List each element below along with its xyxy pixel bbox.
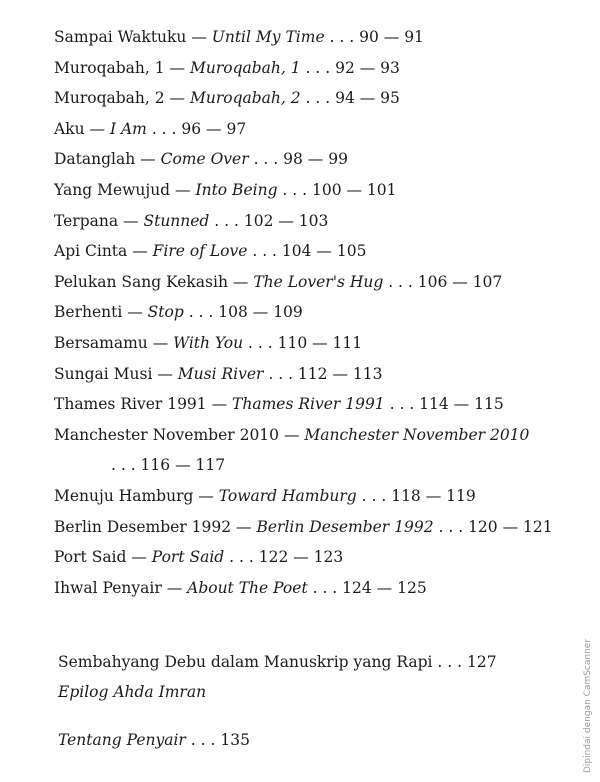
toc-title: Port Said <box>54 548 127 567</box>
toc-english-title: Muroqabah, 2 <box>189 89 301 108</box>
toc-entry <box>54 53 574 84</box>
scanner-watermark-text: Dipindai dengan CamScanner <box>583 638 593 774</box>
toc-english-title: The Lover's Hug <box>253 272 384 291</box>
toc-english-title: Manchester November 2010 <box>304 425 530 444</box>
toc-separator: — <box>122 303 148 322</box>
toc-separator: — <box>152 364 178 383</box>
toc-separator: — <box>161 578 188 597</box>
toc-pages: . . . 120 — 121 <box>433 517 553 536</box>
toc-separator: — <box>164 58 190 77</box>
epilog-subtitle: Epilog Ahda Imran <box>58 683 207 701</box>
toc-english-title: Toward Hamburg <box>218 486 357 505</box>
toc-pages: . . . 106 — 107 <box>383 272 503 291</box>
toc-entry <box>54 542 574 573</box>
toc-separator: — <box>147 333 174 352</box>
toc-title: Pelukan Sang Kekasih <box>54 272 228 291</box>
toc-english-title: About The Poet <box>187 578 308 597</box>
toc-english-title: Muroqabah, 1 <box>189 58 301 77</box>
toc-title: Aku <box>54 119 85 138</box>
toc-pages: . . . 108 — 109 <box>183 303 303 322</box>
toc-english-title: Thames River 1991 <box>232 395 385 414</box>
toc-separator: — <box>118 211 144 230</box>
toc-entry-continuation <box>54 450 574 481</box>
toc-pages: . . . 100 — 101 <box>277 180 397 199</box>
toc-pages: . . . 124 — 125 <box>307 578 427 597</box>
toc-entry <box>54 236 574 267</box>
toc-pages: . . . 98 — 99 <box>248 150 348 169</box>
toc-title: Berhenti <box>54 303 123 322</box>
toc-entry <box>54 481 574 512</box>
toc-pages: . . . 90 — 91 <box>324 28 424 46</box>
toc-title: Yang Mewujud <box>54 180 171 199</box>
toc-pages: . . . 122 — 123 <box>224 548 344 567</box>
toc-pages: . . . 116 — 117 <box>111 456 226 475</box>
toc-separator: — <box>135 150 161 169</box>
toc-title: Muroqabah, 2 <box>54 89 165 108</box>
about-poet-title: Tentang Penyair <box>58 731 186 749</box>
toc-title: Datanglah <box>54 150 136 169</box>
toc-separator: — <box>193 486 219 505</box>
toc-entry <box>54 359 574 390</box>
toc-title: Sampai Waktuku <box>54 28 187 46</box>
toc-entry <box>54 175 574 206</box>
toc-entry <box>54 389 574 420</box>
toc-title: Bersamamu <box>54 333 148 352</box>
about-poet-entry <box>58 728 250 752</box>
toc-english-title: Until My Time <box>211 28 325 46</box>
toc-separator: — <box>227 272 254 291</box>
toc-entry <box>54 144 574 175</box>
toc-entry <box>54 512 574 543</box>
toc-separator: — <box>231 517 257 536</box>
toc-pages: . . . 94 — 95 <box>300 89 400 108</box>
toc-entry <box>54 114 574 145</box>
toc-title: Menuju Hamburg <box>54 486 194 505</box>
toc-separator: — <box>126 548 152 567</box>
toc-title: Ihwal Penyair <box>54 578 162 597</box>
toc-english-title: Come Over <box>160 150 249 169</box>
toc-english-title: I Am <box>109 119 147 138</box>
toc-pages: . . . 96 — 97 <box>146 119 247 138</box>
toc-title: Thames River 1991 <box>54 395 207 414</box>
toc-entry <box>54 83 574 114</box>
toc-separator: — <box>127 242 153 261</box>
toc-title: Manchester November 2010 <box>54 425 280 444</box>
toc-pages: . . . 102 — 103 <box>209 211 329 230</box>
toc-pages: . . . 114 — 115 <box>384 395 504 414</box>
toc-title: Berlin Desember 1992 <box>54 517 232 536</box>
toc-separator: — <box>186 28 212 46</box>
toc-entry <box>54 22 574 53</box>
toc-english-title: Fire of Love <box>152 242 248 261</box>
toc-english-title: Port Said <box>151 548 225 567</box>
toc-pages: . . . 118 — 119 <box>356 486 476 505</box>
toc-title: Api Cinta <box>54 242 128 261</box>
about-poet-pages: . . . 135 <box>185 731 250 749</box>
toc-pages: . . . 112 — 113 <box>263 364 383 383</box>
toc-separator: — <box>279 425 305 444</box>
toc-entry <box>54 206 574 237</box>
toc-pages: . . . 104 — 105 <box>247 242 367 261</box>
epilog-entry: Sembahyang Debu dalam Manuskrip yang Rapi . . . 127 <box>58 653 497 671</box>
toc-separator: — <box>84 119 110 138</box>
scanner-watermark <box>582 640 594 772</box>
toc-pages: . . . 110 — 111 <box>243 333 363 352</box>
toc-title: Muroqabah, 1 <box>54 58 165 77</box>
toc-title: Sungai Musi <box>54 364 153 383</box>
toc-separator: — <box>206 395 233 414</box>
toc-entry <box>54 267 574 298</box>
toc-english-title: Stop <box>147 303 184 322</box>
toc-pages: . . . 92 — 93 <box>300 58 400 77</box>
toc-entry <box>54 297 574 328</box>
toc-english-title: Stunned <box>143 211 210 230</box>
toc-english-title: With You <box>173 333 244 352</box>
toc-entry <box>54 420 574 451</box>
toc-entry <box>54 328 574 359</box>
toc-entry <box>54 573 574 604</box>
toc-separator: — <box>164 89 190 108</box>
toc-english-title: Into Being <box>195 180 278 199</box>
table-of-contents <box>54 22 574 603</box>
toc-title: Terpana <box>54 211 119 230</box>
toc-english-title: Berlin Desember 1992 <box>256 517 434 536</box>
toc-english-title: Musi River <box>177 364 264 383</box>
toc-separator: — <box>170 180 196 199</box>
